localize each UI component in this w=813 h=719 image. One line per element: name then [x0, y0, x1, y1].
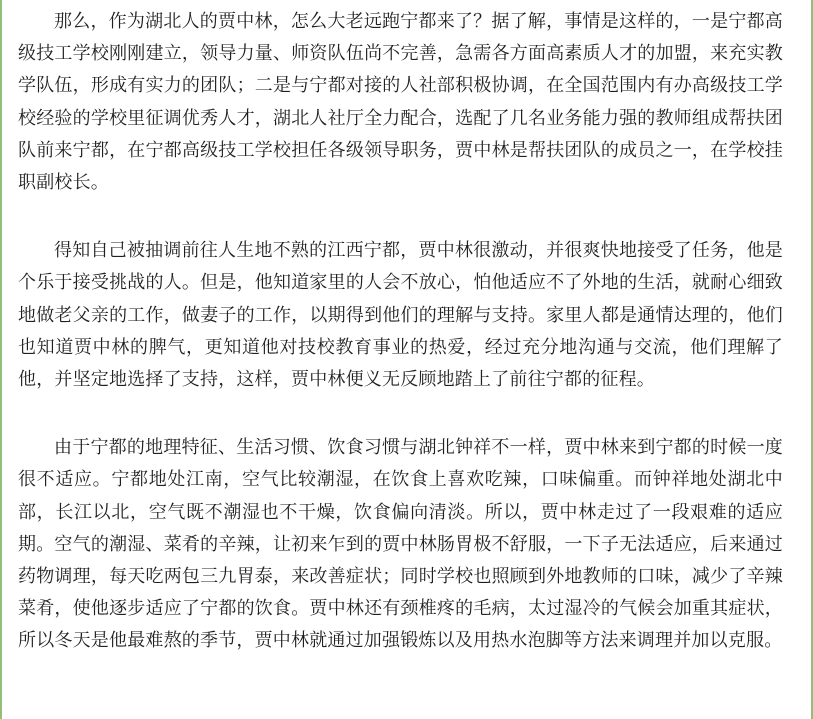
paragraph-spacer [18, 199, 783, 235]
paragraph-2: 得知自己被抽调前往人生地不熟的江西宁都，贾中林很激动，并很爽快地接受了任务，他是个乐于接受挑战的人。但是，他知道家里的人会不放心，怕他适应不了外地的生活，就耐心细致地做老父亲的工作，做妻子的工作，以期得到他们的理解与支持。家里人都是通情达理的，他们也知道贾中林的脾气，更知道他对技校教育事业的热爱，经过充分地沟通与交流，他们理解了他，并坚定地选择了支持，这样，贾中林便义无反顾地踏上了前往宁都的征程。 [18, 240, 783, 391]
paragraph-3: 由于宁都的地理特征、生活习惯、饮食习惯与湖北钟祥不一样，贾中林来到宁都的时候一度很不适应。宁都地处江南，空气比较潮湿，在饮食上喜欢吃辣，口味偏重。而钟祥地处湖北中部，长江以北，空气既不潮湿也不干燥，饮食偏向清淡。所以，贾中林走过了一段艰难的适应期。空气的潮湿、菜肴的辛辣，让初来乍到的贾中林肠胃极不舒服，一下子无法适应，后来通过药物调理，每天吃两包三九胃泰，来改善症状；同时学校也照顾到外地教师的口味，减少了辛辣菜肴，使他逐步适应了宁都的饮食。贾中林还有颈椎疼的毛病，太过湿冷的气候会加重其症状，所以冬天是他最难熬的季节，贾中林就通过加强锻炼以及用热水泡脚等方法来调理并加以克服。 [18, 437, 783, 652]
paragraph-1: 那么，作为湖北人的贾中林，怎么大老远跑宁都来了？据了解，事情是这样的，一是宁都高级技工学校刚刚建立，领导力量、师资队伍尚不完善，急需各方面高素质人才的加盟，来充实教学队伍，形成有实力的团队；二是与宁都对接的人社部积极协调，在全国范围内有办高级技工学校经验的学校里征调优秀人才，湖北人社厅全力配合，选配了几名业务能力强的教师组成帮扶团队前来宁都，在宁都高级技工学校担任各级领导职务，贾中林是帮扶团队的成员之一，在学校挂职副校长。 [18, 11, 783, 194]
paragraph-spacer [18, 396, 783, 432]
document-body [18, 6, 783, 658]
